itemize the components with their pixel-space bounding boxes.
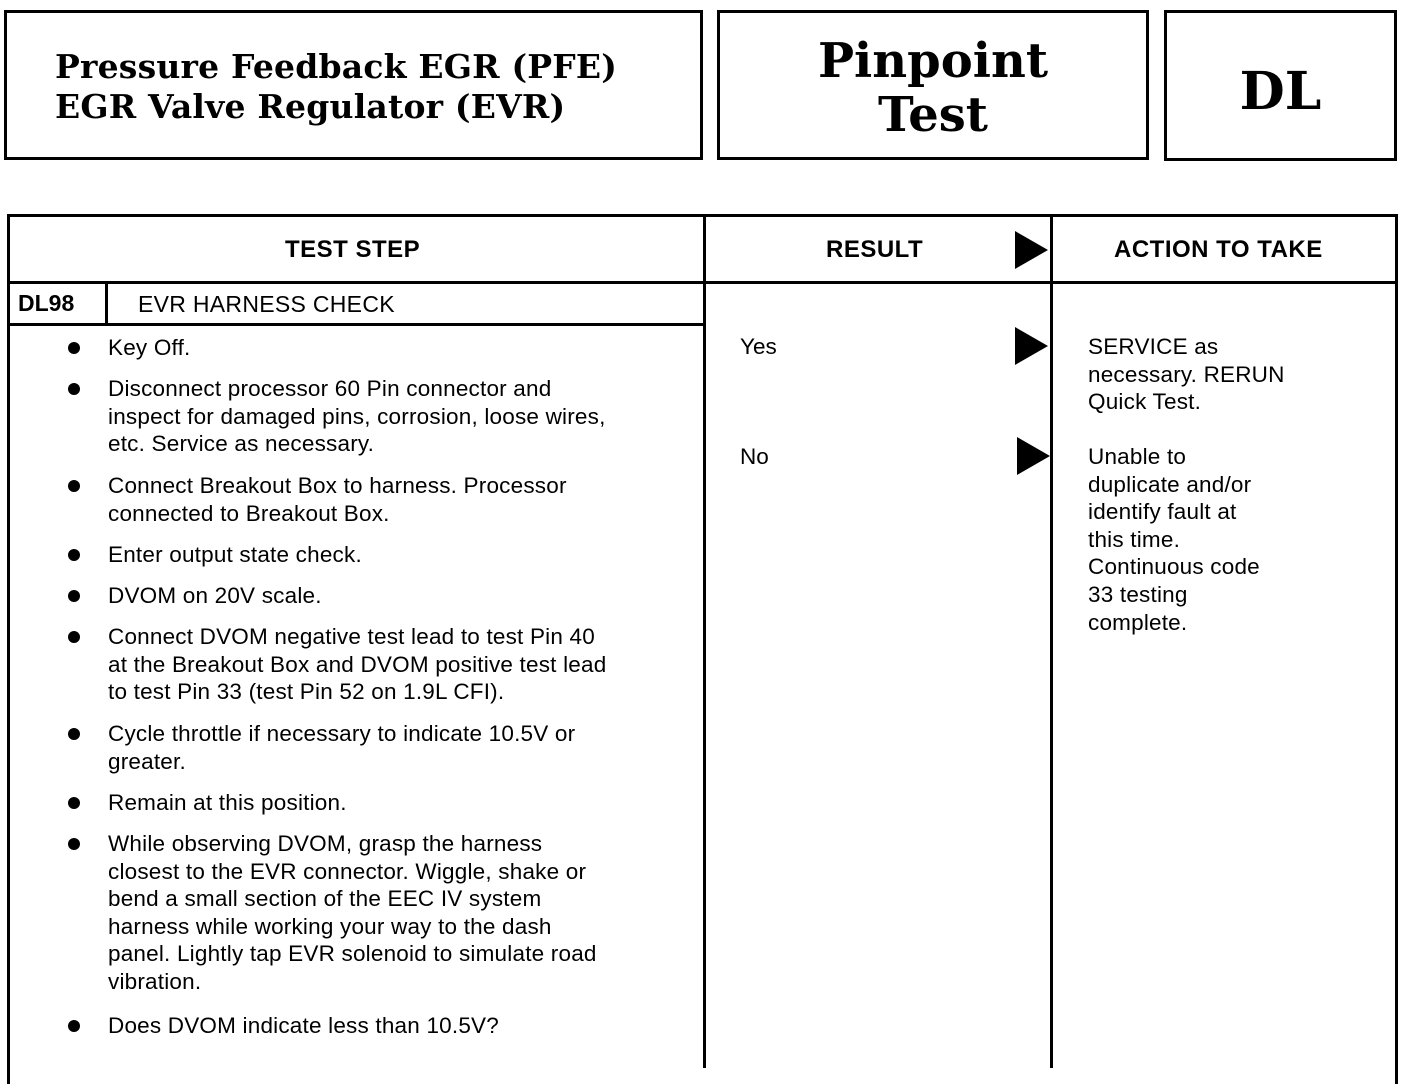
column-header-test-step: TEST STEP (285, 236, 421, 263)
test-step-item: While observing DVOM, grasp the harness closest to the EVR connector. Wiggle, shake or bend a small section of the EEC IV system harness while working your way to the dash panel. Lightly tap EVR solenoid to simulate road vibration. (60, 830, 680, 995)
pinpoint-test-box (717, 10, 1149, 160)
test-step-item: Connect DVOM negative test lead to test Pin 40 at the Breakout Box and DVOM positive test lead to test Pin 33 (test Pin 52 on 1.9L CFI). (60, 623, 680, 706)
pinpoint-label: Pinpoint (817, 33, 1049, 89)
arrow-icon (1015, 231, 1048, 269)
bullet-icon (68, 1020, 80, 1032)
column-header-action: ACTION TO TAKE (1114, 236, 1323, 263)
test-step-item: Key Off. (60, 334, 680, 362)
test-step-item: DVOM on 20V scale. (60, 582, 680, 610)
test-step-item: Cycle throttle if necessary to indicate 10.5V or greater. (60, 720, 680, 775)
test-step-item: Remain at this position. (60, 789, 680, 817)
bullet-icon (68, 590, 80, 602)
step-title-divider (7, 323, 706, 326)
column-divider-result (703, 214, 706, 1068)
column-divider-action (1050, 214, 1053, 1068)
title-line-1: Pressure Feedback EGR (PFE) (55, 47, 618, 86)
action-no: Unable to duplicate and/or identify fault at this time. Continuous code 33 testing complete. (1088, 444, 1260, 635)
test-label: Test (878, 87, 988, 143)
bullet-icon (68, 728, 80, 740)
bullet-icon (68, 797, 80, 809)
step-code: DL98 (18, 290, 75, 316)
result-no: No (740, 444, 769, 469)
test-step-item: Enter output state check. (60, 541, 680, 569)
arrow-icon (1017, 437, 1050, 475)
arrow-icon (1015, 327, 1048, 365)
bullet-icon (68, 342, 80, 354)
title-box (4, 10, 703, 160)
test-step-item: Does DVOM indicate less than 10.5V? (60, 1012, 680, 1040)
column-header-result: RESULT (826, 236, 924, 263)
test-code-box (1164, 10, 1397, 161)
bullet-icon (68, 631, 80, 643)
result-yes: Yes (740, 334, 777, 359)
test-step-item: Disconnect processor 60 Pin connector and inspect for damaged pins, corrosion, loose wires, etc. Service as necessary. (60, 375, 680, 458)
title-line-2: EGR Valve Regulator (EVR) (55, 87, 566, 126)
step-code-divider (105, 281, 108, 326)
action-yes: SERVICE as necessary. RERUN Quick Test. (1088, 334, 1285, 415)
test-step-item: Connect Breakout Box to harness. Processor connected to Breakout Box. (60, 472, 680, 527)
bullet-icon (68, 383, 80, 395)
step-title: EVR HARNESS CHECK (138, 291, 395, 317)
bullet-icon (68, 480, 80, 492)
bullet-icon (68, 838, 80, 850)
bullet-icon (68, 549, 80, 561)
test-code: DL (1239, 61, 1322, 122)
